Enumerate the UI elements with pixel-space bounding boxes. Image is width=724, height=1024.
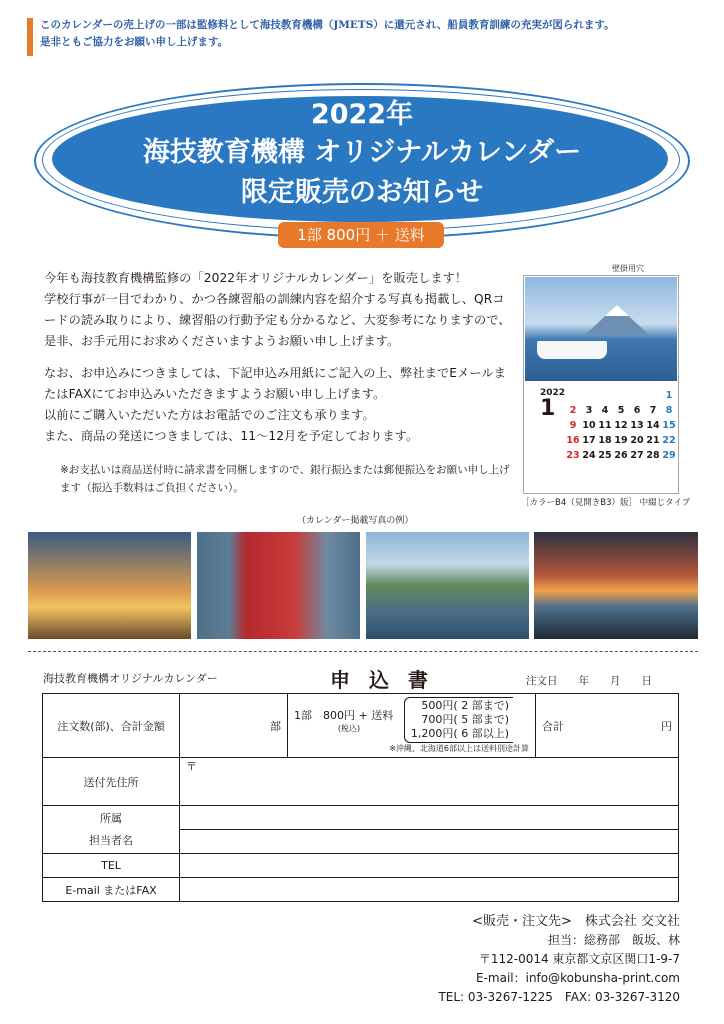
calendar-week [566, 450, 676, 465]
price-badge: 1部 800円 ＋ 送料 [278, 222, 444, 248]
calendar-day: 10 [582, 420, 596, 431]
calendar-day: 7 [649, 405, 657, 416]
body-text: 今年も海技教育機構監修の「2022年オリジナルカレンダー」を販売します！ 学校行事が一目でわかり、かつ各練習船の訓練内容を紹介する写真も掲載し、QRコードの読み取りにより、練習船の行動予定も分かるなど、大変参考になりますので、是非、お手元用にお求めくださいますようお願い申し上げます。 なお、お申込みにつきましては、下記申込み用紙にご記入の上、弊社までEメールまたはFAXにてお申込みいただきますようお願い申し上げます。 以前にご購入いただいた方はお電話でのご注文も承ります。 また、商品の発送につきましては、11～12月を予定しております。 [44, 271, 511, 443]
calendar-day [566, 390, 580, 405]
tel-label: TEL [43, 854, 180, 878]
calendar-day: 26 [614, 450, 628, 461]
calendar-week [566, 390, 676, 405]
order-date-field[interactable]: 注文日 年 月 日 [526, 675, 652, 687]
order-qty-field[interactable]: 部 [180, 694, 288, 758]
hang-hole-label: 壁掛用穴 [612, 264, 644, 273]
calendar-day: 14 [646, 420, 660, 431]
calendar-day: 12 [614, 420, 628, 431]
calendar-day: 29 [662, 450, 676, 461]
total-field[interactable]: 合計 円 [536, 694, 679, 758]
calendar-day: 4 [601, 405, 609, 416]
accent-bar [27, 18, 33, 56]
calendar-month: 1 [540, 396, 556, 421]
title-year: 2022年 [310, 99, 414, 130]
price-detail: 1部 800円 + 送料 (税込) 500円( 2 部まで) 700円( 5 部まで) 1,200円( 6 部以上) ※沖縄、北海道6部以上は送料別途計算 [288, 694, 536, 758]
email-fax-field[interactable] [180, 878, 679, 902]
calendar-day: 23 [566, 450, 580, 461]
calendar-photo [525, 277, 677, 381]
order-form [42, 693, 679, 902]
calendar-day: 19 [614, 435, 628, 446]
affil-field[interactable] [180, 806, 679, 830]
title-sub: 限定販売のお知らせ [240, 177, 484, 208]
photo-sunset [534, 532, 698, 639]
calendar-day: 18 [598, 435, 612, 446]
email-fax-label: E-mail またはFAX [43, 878, 180, 902]
intro-notice: このカレンダーの売上げの一部は監修料として海技教育機構（JMETS）に還元され、船員教育訓練の充実が図られます。 是非ともご協力をお願い申し上げます。 [40, 19, 615, 48]
calendar-day: 16 [566, 435, 580, 446]
calendar-day: 11 [598, 420, 612, 431]
affil-person-label: 所属 担当者名 [43, 806, 180, 854]
calendar-grid [566, 390, 676, 465]
form-title: 申 込 書 [330, 668, 434, 692]
calendar-day [582, 390, 596, 405]
form-product-label: 海技教育機構オリジナルカレンダー [43, 672, 218, 685]
payment-note: ※お支払いは商品送付時に請求書を同梱しますので、銀行振込または郵便振込をお願い申し上げます（振込手数料はご負担ください）。 [60, 464, 510, 494]
calendar-day: 1 [665, 390, 673, 401]
calendar-caption: ［カラーB4（見開きB3）版］ 中綴じタイプ [521, 498, 691, 508]
order-qty-label: 注文数(部)、合計金額 [43, 694, 180, 758]
calendar-week [566, 420, 676, 435]
calendar-day: 25 [598, 450, 612, 461]
calendar-day [630, 390, 644, 405]
person-field[interactable] [180, 830, 679, 854]
calendar-day [646, 390, 660, 405]
calendar-day: 27 [630, 450, 644, 461]
calendar-day: 6 [633, 405, 641, 416]
calendar-week [566, 435, 676, 450]
photo-dry-dock [197, 532, 360, 639]
calendar-day: 21 [646, 435, 660, 446]
address-field[interactable]: 〒 [180, 758, 679, 806]
calendar-day: 24 [582, 450, 596, 461]
calendar-day: 9 [569, 420, 577, 431]
calendar-day: 15 [662, 420, 676, 431]
calendar-day: 20 [630, 435, 644, 446]
seller-info: <販売・注文先> 株式会社 交文社 担当：総務部 飯坂、林 〒112-0014 東京都文京区関口1-9-7 E-mail：info@kobunsha-print.com TEL: 03-3267-1225 FAX: 03-3267-3120 [438, 914, 680, 1004]
photos-caption: （カレンダー掲載写真の例） [297, 516, 414, 526]
calendar-day: 8 [665, 405, 673, 416]
calendar-year: 2022 [540, 388, 566, 398]
calendar-day: 17 [582, 435, 596, 446]
tel-field[interactable] [180, 854, 679, 878]
calendar-day [598, 390, 612, 405]
calendar-day: 5 [617, 405, 625, 416]
calendar-day: 3 [585, 405, 593, 416]
calendar-day: 22 [662, 435, 676, 446]
calendar-day: 2 [569, 405, 577, 416]
photo-harbor [366, 532, 529, 639]
calendar-day [614, 390, 628, 405]
title-main: 海技教育機構 オリジナルカレンダー [142, 137, 582, 168]
photo-sailing-ship [28, 532, 191, 639]
cut-line [28, 651, 698, 652]
calendar-day: 13 [630, 420, 644, 431]
address-label: 送付先住所 [43, 758, 180, 806]
calendar-day: 28 [646, 450, 660, 461]
calendar-week [566, 405, 676, 420]
